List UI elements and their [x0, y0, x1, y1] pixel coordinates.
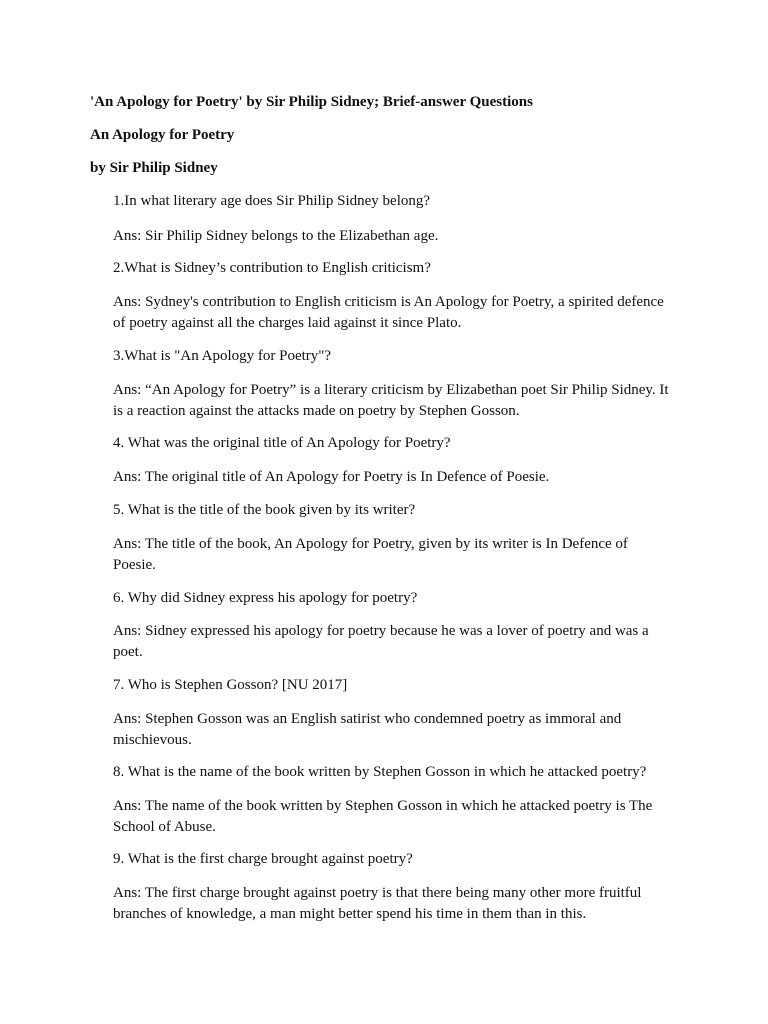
question-5 [113, 500, 678, 521]
question-text: 4. What was the original title of An Apology for Poetry? [113, 435, 451, 451]
answer-4 [113, 467, 678, 488]
answer-6 [113, 621, 678, 663]
question-7 [113, 675, 678, 696]
answer-5 [113, 534, 678, 576]
answer-9 [113, 883, 678, 925]
answer-line: poet. [113, 644, 143, 660]
answer-line: Ans: Stephen Gosson was an English satirist who condemned poetry as immoral and [113, 711, 622, 727]
answer-line: Ans: Sidney expressed his apology for poetry because he was a lover of poetry and was a [113, 623, 649, 639]
question-3 [113, 346, 678, 367]
question-text: 7. Who is Stephen Gosson? [NU 2017] [113, 677, 348, 693]
answer-line: Ans: The original title of An Apology for Poetry is In Defence of Poesie. [113, 469, 550, 485]
question-text: 1.In what literary age does Sir Philip Sidney belong? [113, 193, 431, 209]
document-subtitle: An Apology for Poetry [90, 127, 235, 143]
answer-2 [113, 292, 678, 334]
document-title: 'An Apology for Poetry' by Sir Philip Sidney; Brief-answer Questions [90, 94, 533, 110]
answer-1 [113, 226, 678, 247]
answer-line: Ans: “An Apology for Poetry” is a literary criticism by Elizabethan poet Sir Philip Sidney. It [113, 382, 669, 398]
question-1 [113, 191, 678, 212]
answer-line: Ans: The name of the book written by Stephen Gosson in which he attacked poetry is The [113, 798, 653, 814]
question-text: 2.What is Sidney’s contribution to English criticism? [113, 260, 431, 276]
question-text: 5. What is the title of the book given by its writer? [113, 502, 416, 518]
answer-line: Ans: The first charge brought against poetry is that there being many other more fruitful [113, 885, 642, 901]
answer-8 [113, 796, 678, 838]
author-line: by Sir Philip Sidney [90, 160, 218, 176]
answer-line: is a reaction against the attacks made on poetry by Stephen Gosson. [113, 403, 520, 419]
question-text: 6. Why did Sidney express his apology for poetry? [113, 590, 418, 606]
question-2 [113, 258, 678, 279]
answer-line: Poesie. [113, 557, 156, 573]
answer-line: Ans: The title of the book, An Apology for Poetry, given by its writer is In Defence of [113, 536, 628, 552]
question-4 [113, 433, 678, 454]
answer-line: Ans: Sydney's contribution to English criticism is An Apology for Poetry, a spirited defence [113, 294, 664, 310]
answer-3 [113, 380, 678, 422]
question-text: 8. What is the name of the book written by Stephen Gosson in which he attacked poetry? [113, 764, 647, 780]
answer-line: School of Abuse. [113, 819, 216, 835]
question-9 [113, 849, 678, 870]
answer-line: of poetry against all the charges laid against it since Plato. [113, 315, 462, 331]
answer-line: mischievous. [113, 732, 192, 748]
answer-7 [113, 709, 678, 751]
question-8 [113, 762, 678, 783]
question-text: 3.What is "An Apology for Poetry"? [113, 348, 332, 364]
question-6 [113, 588, 678, 609]
question-text: 9. What is the first charge brought against poetry? [113, 851, 413, 867]
answer-line: branches of knowledge, a man might better spend his time in them than in this. [113, 906, 587, 922]
answer-line: Ans: Sir Philip Sidney belongs to the Elizabethan age. [113, 228, 439, 244]
